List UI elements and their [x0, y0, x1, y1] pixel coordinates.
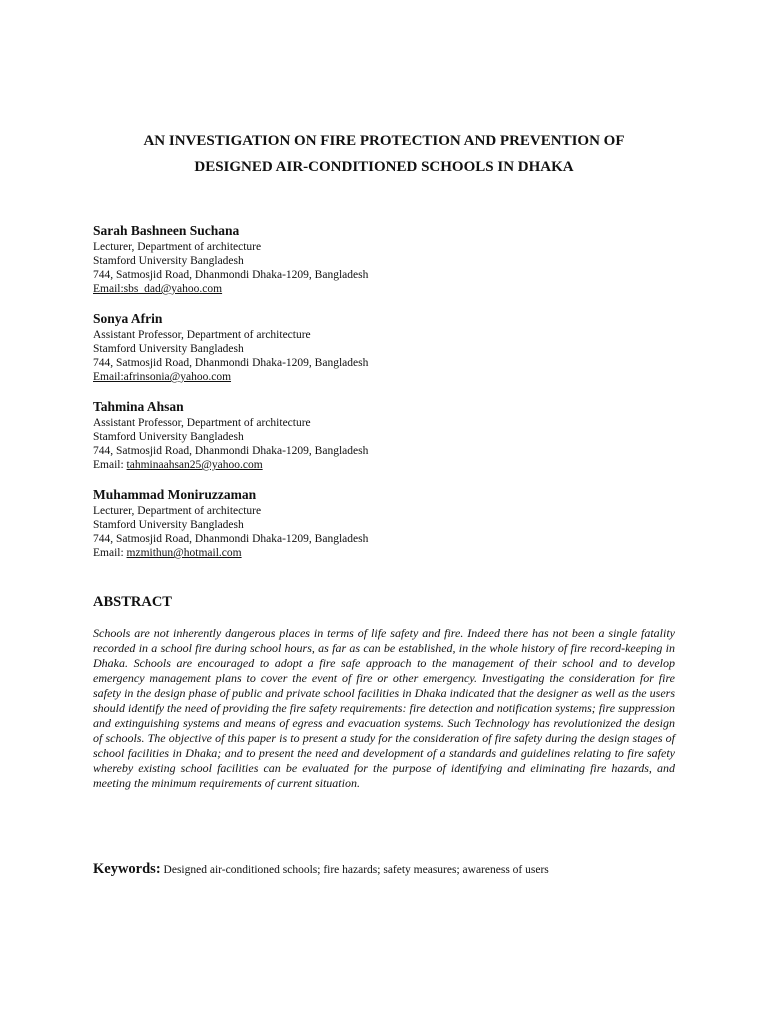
author-email-link[interactable]: mzmithun@hotmail.com [126, 547, 242, 559]
keywords-line [93, 859, 693, 880]
author-email-link[interactable]: Email:sbs_dad@yahoo.com [93, 283, 223, 295]
title-line-2: DESIGNED AIR-CONDITIONED SCHOOLS IN DHAKA [194, 159, 574, 175]
author-address: 744, Satmosjid Road, Dhanmondi Dhaka-1209, Bangladesh [93, 269, 369, 281]
author-institution: Stamford University Bangladesh [93, 343, 244, 355]
author-address: 744, Satmosjid Road, Dhanmondi Dhaka-1209, Bangladesh [93, 533, 369, 545]
author-block [93, 398, 693, 472]
author-block [93, 486, 693, 560]
abstract-heading: ABSTRACT [93, 594, 172, 610]
author-institution: Stamford University Bangladesh [93, 431, 244, 443]
author-institution: Stamford University Bangladesh [93, 519, 244, 531]
keywords-label: Keywords: [93, 861, 161, 877]
author-email-line [93, 370, 693, 384]
author-email-link[interactable]: tahminaahsan25@yahoo.com [126, 459, 263, 471]
author-name: Muhammad Moniruzzaman [93, 487, 257, 502]
email-prefix: Email: [93, 459, 127, 471]
paper-title [0, 128, 768, 180]
author-address: 744, Satmosjid Road, Dhanmondi Dhaka-1209, Bangladesh [93, 445, 369, 457]
author-email-line [93, 282, 693, 296]
author-email-line [93, 546, 693, 560]
author-email-line [93, 458, 693, 472]
author-block [93, 310, 693, 384]
author-name: Sarah Bashneen Suchana [93, 223, 240, 238]
abstract-body: Schools are not inherently dangerous places in terms of life safety and fire. Indeed there has not been a single fatality recorded in a school fire during school hours, as far as can be established, in the whole history of fire record-keeping in Dhaka. Schools are encouraged to adopt a fire safe approach to the management of their school and to develop emergency management plans to cover the event of fire or other emergency. Investigating the consideration for fire safety in the design phase of public and private school facilities in Dhaka indicated that the designer as well as the users should identify the need of providing the fire safety requirements: fire detection and notification systems; fire suppression and extinguishing systems and means of egress and evacuation systems. Such Technology has revolutionized the design of schools. The objective of this paper is to present a study for the consideration of fire safety during the design stages of school facilities in Dhaka; and to present the need and development of a standards and guidelines relating to fire safety whereby existing school facilities can be evaluated for the purpose of identifying and eliminating fire hazards, and meeting the minimum requirements of current situation. [93, 626, 675, 790]
author-name: Tahmina Ahsan [93, 399, 184, 414]
author-institution: Stamford University Bangladesh [93, 255, 244, 267]
author-list [93, 222, 693, 574]
author-position: Assistant Professor, Department of architecture [93, 417, 311, 429]
author-address: 744, Satmosjid Road, Dhanmondi Dhaka-1209, Bangladesh [93, 357, 369, 369]
author-position: Lecturer, Department of architecture [93, 241, 262, 253]
keywords-text: Designed air-conditioned schools; fire hazards; safety measures; awareness of users [163, 864, 549, 876]
author-email-link[interactable]: Email:afrinsonia@yahoo.com [93, 371, 232, 383]
email-prefix: Email: [93, 547, 127, 559]
author-block [93, 222, 693, 296]
author-name: Sonya Afrin [93, 311, 163, 326]
author-position: Lecturer, Department of architecture [93, 505, 262, 517]
author-position: Assistant Professor, Department of architecture [93, 329, 311, 341]
title-line-1: AN INVESTIGATION ON FIRE PROTECTION AND PREVENTION OF [143, 133, 625, 149]
